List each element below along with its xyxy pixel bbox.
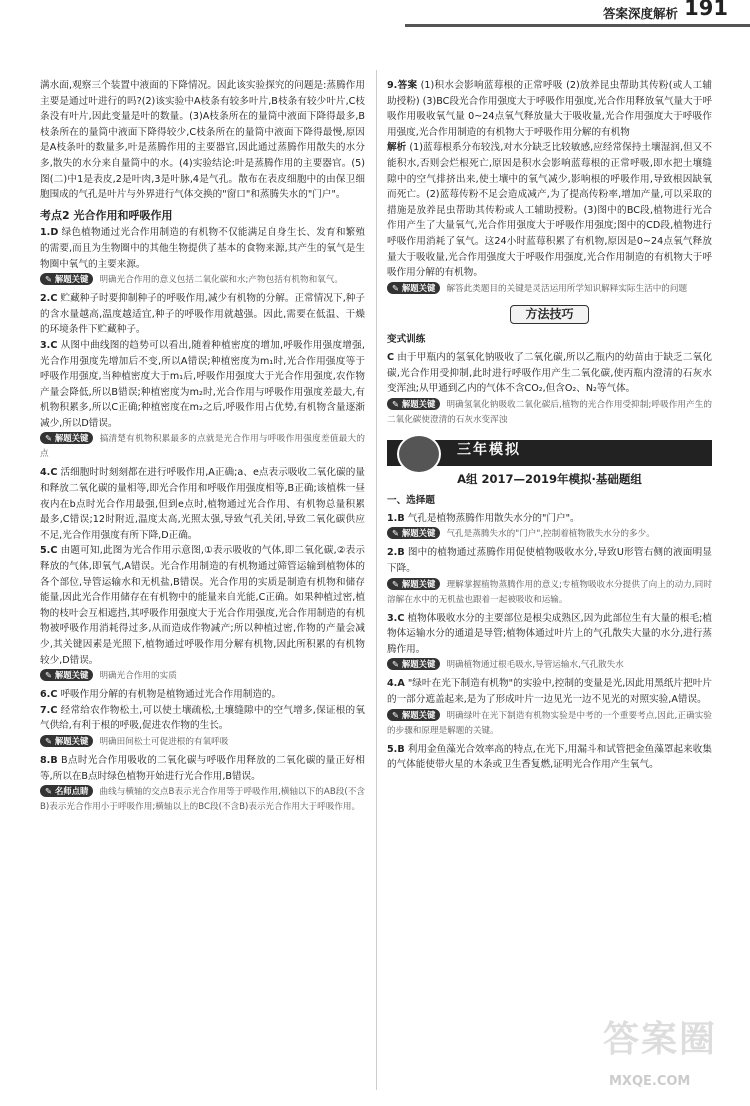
- answer-number: 6.C: [40, 689, 58, 701]
- answer-item: [40, 703, 365, 734]
- key-badge: ✎ 解题关键: [387, 282, 440, 294]
- answer-text: 经常给农作物松土,可以使土壤疏松,土壤缝隙中的空气增多,保证根的氧气供给,有利于根的呼吸,促进农作物的生长。: [40, 704, 365, 732]
- answer-text: 利用金鱼藻光合效率高的特点,在光下,用漏斗和试管把金鱼藻罩起来收集的气体能使带火星的木条或卫生香复燃,证明光合作用产生氧气。: [387, 743, 712, 771]
- group-title: A组 2017—2019年模拟·基础题组: [457, 471, 642, 486]
- answer-item: [387, 676, 712, 707]
- method-tips-heading: [387, 305, 712, 325]
- page-header: [0, 0, 750, 30]
- answer-item: [387, 611, 712, 658]
- answer-text: 活细胞时时刻刻都在进行呼吸作用,A正确;a、e点表示吸收二氧化碳的量和释放二氧化碳的量相等,即光合作用和呼吸作用强度相等,B正确;该植株一昼夜内在b点时光合作用最强,但到e点时,植物通过光合作用、有机物总量积累最多,C错误;12时附近,温度太高,光照太强,导致气孔关闭,导致二氧化碳供应不足,光合作用强度有所下降,D正确。: [40, 467, 365, 541]
- key-note: [387, 398, 712, 428]
- answer-item: [40, 465, 365, 543]
- answer-text: 绿色植物通过光合作用制造的有机物不仅能满足自身生长、发育和繁殖的需要,而且为生物圈中的其他生物提供了基本的食物来源,其产生的氧气是生物圈中氧气的主要来源。: [40, 227, 366, 270]
- key-badge: ✎ 解题关键: [387, 398, 440, 410]
- variant-training-title: 变式训练: [387, 334, 426, 346]
- header-title: 答案深度解析: [602, 6, 678, 21]
- answer-number: C: [387, 351, 395, 363]
- answer-item: [387, 78, 712, 140]
- key-badge: ✎ 解题关键: [40, 273, 93, 285]
- answer-item: [40, 687, 365, 703]
- key-note: [387, 578, 712, 608]
- answer-number: 3.C: [387, 612, 405, 624]
- key-badge: ✎ 解题关键: [387, 527, 440, 539]
- key-note: [40, 735, 365, 750]
- answer-number: 7.C: [40, 704, 58, 716]
- key-badge: ✎ 解题关键: [40, 669, 93, 681]
- watermark-logo: 答案圈: [603, 1019, 718, 1060]
- three-year-mock-banner: [387, 440, 712, 466]
- key-text: 搞清楚有机物积累最多的点就是光合作用与呼吸作用强度差值最大的点: [40, 434, 365, 460]
- key-note: [387, 658, 712, 673]
- key-badge: ✎ 名师点睛: [40, 785, 93, 797]
- key-text: 明确植物通过根毛吸水,导管运输水,气孔散失水: [446, 660, 624, 671]
- key-note: [40, 432, 365, 462]
- answer-number: 9.答案: [387, 80, 418, 91]
- answer-item: [387, 545, 712, 576]
- answer-item: [40, 291, 365, 338]
- key-badge: ✎ 解题关键: [40, 432, 93, 444]
- answer-item: [40, 225, 365, 272]
- page-number: 191: [684, 0, 728, 20]
- answer-number: 1.D: [40, 227, 59, 239]
- intro-paragraph: 满水面,观察三个装置中液面的下降情况。因此该实验探究的问题是:蒸腾作用主要是通过叶进行的吗?(2)该实验中A枝条有较多叶片,B枝条有较少叶片,C枝条没有叶片,因此变量是叶的数量。(3)A枝条所在的量筒中液面下降得最多,B枝条所在的量筒中液面下降得较少,C枝条所在的量筒中液面下降得最慢,原因是A枝条叶的数量多,叶是蒸腾作用的主要器官,因此通过蒸腾作用散失的水分多,散失的水分来自量筒中的水。(4)实验结论:叶是蒸腾作用的主要器官。(5)图(二)中1是表皮,2是叶肉,3是叶脉,4是气孔。散布在表皮细胞中的由保卫细胞围成的气孔是叶片与外界进行气体交换的"窗口"和蒸腾失水的"门户"。: [40, 80, 365, 201]
- key-text: 曲线与横轴的交点B表示光合作用等于呼吸作用,横轴以下的AB段(不含B)表示光合作用小于呼吸作用;横轴以上的BC段(不含B)表示光合作用大于呼吸作用。: [40, 787, 365, 813]
- answer-number: 5.B: [387, 743, 405, 755]
- answer-text: 由于甲瓶内的氢氧化钠吸收了二氧化碳,所以乙瓶内的幼苗由于缺乏二氧化碳,光合作用受抑制,此时进行呼吸作用产生二氧化碳,使丙瓶内澄清的石灰水变浑浊;从甲通到乙内的气体不含CO₂,但含O₂、N₂等气体。: [387, 351, 712, 395]
- key-badge: ✎ 解题关键: [387, 578, 440, 590]
- section-title: 考点2 光合作用和呼吸作用: [40, 208, 173, 222]
- answer-text: "绿叶在光下制造有机物"的实验中,控制的变量是光,因此用黑纸片把叶片的一部分遮盖起来,是为了形成叶片一边见光一边不见光的对照实验,A错误。: [387, 678, 712, 706]
- answer-number: 5.C: [40, 545, 58, 557]
- key-text: 理解掌握植物蒸腾作用的意义;专植物吸收水分提供了向上的动力,同时溶解在水中的无机盐也跟着一起被吸收和运输。: [387, 579, 712, 605]
- answer-text: 呼吸作用分解的有机物是植物通过光合作用制造的。: [60, 689, 282, 701]
- banner-title: 三年模拟: [457, 441, 521, 458]
- answer-item: [387, 511, 712, 527]
- column-divider: [376, 70, 377, 1090]
- answer-item: [40, 543, 365, 668]
- answer-item: [387, 350, 712, 397]
- key-text: 明确光合作用的实质: [99, 671, 177, 682]
- method-tips-label: 方法技巧: [510, 305, 588, 325]
- answer-number: 8.B: [40, 754, 58, 766]
- answer-text: (1)积水会影响蓝莓根的正常呼吸 (2)放养昆虫帮助其传粉(或人工辅助授粉) (3)BC段光合作用强度大于呼吸作用强度,光合作用释放氧气量大于呼吸作用吸收氧气量 0~24点氧气释放量大于吸收量,光合作用强度大于呼吸作用强度,光合作用制造的有机物大于呼吸作用分解的有机物: [387, 80, 712, 138]
- answer-number: 4.A: [387, 678, 405, 690]
- answer-text: 由题可知,此图为光合作用示意图,①表示吸收的气体,即二氧化碳,②表示释放的气体,即氧气,A错误。光合作用制造的有机物通过筛管运输到植物体的各个部位,导管运输水和无机盐,B错误。光合作用的实质是制造有机物和储存能量,因此光合作用储存在有机物中的能量来自光能,C正确。如果种植过密,植物的枝叶会互相遮挡,其呼吸作用强度大于光合作用强度,光合作用制造的有机物被呼吸作用消耗得过多,从而造成作物减产;所以种植过密,作物的产量会减少,其关键因素是光照下,植物通过呼吸作用分解有机物,因此所积累的有机物较少,D错误。: [40, 545, 365, 666]
- key-text: 明确田间松土可促进根的有氧呼吸: [99, 736, 229, 747]
- key-text: 明确光合作用的意义包括二氧化碳和水;产物包括有机物和氧气。: [99, 275, 343, 286]
- watermark-url: MXQE.COM: [609, 1074, 691, 1089]
- answer-text: 植物体吸收水分的主要部位是根尖成熟区,因为此部位生有大量的根毛;植物体运输水分的通道是导管;植物体通过叶片上的气孔散失大量的水分,进行蒸腾作用。: [387, 612, 712, 655]
- key-text: 明确氢氧化钠吸收二氧化碳后,植物的光合作用受抑制;呼吸作用产生的二氧化碳使澄清的石灰水变浑浊: [387, 399, 712, 425]
- answer-item: [387, 742, 712, 773]
- answer-number: 3.C: [40, 339, 58, 351]
- answer-text: 贮藏种子时要抑制种子的呼吸作用,减少有机物的分解。正常情况下,种子的含水量越高,温度越适宜,种子的呼吸作用就越强。因此,需要在低温、干燥的环境条件下贮藏种子。: [40, 293, 365, 336]
- key-note: [387, 709, 712, 739]
- answer-item: [40, 338, 365, 432]
- key-text: 气孔是蒸腾失水的"门户",控制着植物散失水分的多少。: [446, 529, 655, 540]
- key-text: 解答此类题目的关键是灵活运用所学知识解释实际生活中的问题: [446, 283, 688, 294]
- key-note: [387, 282, 712, 297]
- choice-section-title: 一、选择题: [387, 495, 435, 507]
- site-watermark: [603, 1019, 728, 1094]
- answer-number: 2.B: [387, 547, 405, 559]
- key-note: [40, 669, 365, 684]
- key-badge: ✎ 解题关键: [387, 658, 440, 670]
- answer-text: B点时光合作用吸收的二氧化碳与呼吸作用释放的二氧化碳的量正好相等,所以在B点时绿色植物开始进行光合作用,B错误。: [40, 754, 365, 782]
- key-text: 明确绿叶在光下制造有机物实验是中考的一个重要考点,因此,正确实验的步骤和原理是解题的关键。: [387, 710, 712, 736]
- answer-text: 从图中曲线图的趋势可以看出,随着种植密度的增加,呼吸作用强度增强,光合作用强度先增加后不变,所以A错误;种植密度为m₁时,光合作用强度等于呼吸作用强度,当种植密度大于m₁后,呼吸作用强度大于光合作用强度,农作物产量会降低,所以B错误;种植密度为m₂时,光合作用与呼吸作用强度差最大,有机物积累多,所以C正确;种植密度在m₂之后,呼吸作用占优势,有机物含量逐渐减少,所以D错误。: [40, 339, 365, 429]
- answer-number: 2.C: [40, 293, 58, 305]
- left-column: [40, 78, 365, 818]
- answer-text: 气孔是植物蒸腾作用散失水分的"门户"。: [407, 512, 580, 524]
- analysis-text: (1)蓝莓根系分布较浅,对水分缺乏比较敏感,应经常保持土壤湿润,但又不能积水,否则会烂根死亡,原因是积水会影响蓝莓根的正常呼吸,即水把土壤缝隙中的空气排挤出来,使土壤中的氧气减少,影响根的呼吸作用,导致根因缺氧而死亡。(2)蓝莓传粉不足会造成减产,为了提高传粉率,增加产量,可以采取的措施是放养昆虫帮助其传粉或人工辅助授粉。(3)图中的BC段,植物进行光合作用产生了大量氧气,光合作用强度大于呼吸作用强度;图中的CD段,植物进行呼吸作用消耗了氧气。这24小时蓝莓积累了有机物,原因是0~24点氧气释放量大于吸收量,光合作用强度大于呼吸作用强度,光合作用制造的有机物大于呼吸作用分解的有机物。: [387, 142, 712, 279]
- key-badge: ✎ 解题关键: [387, 709, 440, 721]
- analysis-item: [387, 140, 712, 280]
- answer-number: 4.C: [40, 467, 58, 479]
- key-note: [40, 273, 365, 288]
- answer-text: 图中的植物通过蒸腾作用促使植物吸收水分,导致U形管右侧的液面明显下降。: [387, 547, 712, 575]
- key-badge: ✎ 解题关键: [40, 735, 93, 747]
- key-note: [40, 785, 365, 815]
- right-column: [387, 78, 712, 773]
- analysis-label: 解析: [387, 142, 407, 154]
- mascot-icon: [397, 434, 441, 474]
- key-note: [387, 527, 712, 542]
- answer-number: 1.B: [387, 512, 405, 524]
- header-rule: [405, 24, 750, 27]
- answer-item: [40, 753, 365, 784]
